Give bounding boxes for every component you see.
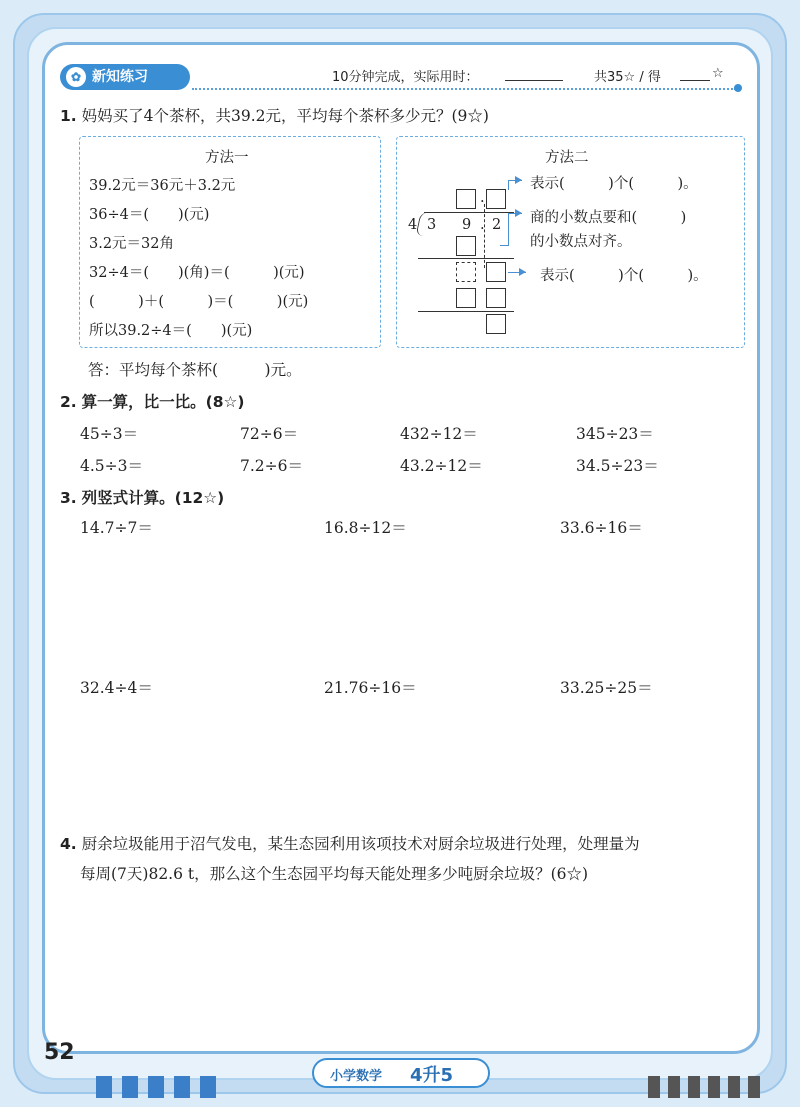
method-one-title: 方法一 <box>205 150 249 166</box>
method-one-line-1: 39.2元＝36元＋3.2元 <box>89 178 236 194</box>
medal-icon: ✿ <box>66 67 86 87</box>
vertical-calc-item[interactable]: 21.76÷16＝ <box>324 679 417 697</box>
calc-item[interactable]: 43.2÷12＝ <box>400 457 483 475</box>
time-blank[interactable] <box>505 80 563 81</box>
page-number: 52 <box>44 1040 75 1065</box>
score-blank[interactable] <box>680 80 710 81</box>
vertical-calc-item[interactable]: 14.7÷7＝ <box>80 519 153 537</box>
score-label: 共35☆ / 得 <box>594 70 661 85</box>
question-2-text: 算一算，比一比。(8☆) <box>81 393 245 411</box>
book-title-badge <box>312 1058 490 1088</box>
dividend-digit-2: 9 <box>462 217 472 233</box>
work-box-4[interactable] <box>456 288 476 308</box>
dividend-digit-1: 3 <box>427 217 437 233</box>
quotient-box-1[interactable] <box>456 189 476 209</box>
question-1-answer[interactable]: 答：平均每个茶杯( )元。 <box>88 361 302 379</box>
header-dotted-line <box>192 88 736 90</box>
calc-item[interactable]: 72÷6＝ <box>240 425 299 443</box>
method-one-line-4[interactable]: 32÷4＝( )(角)＝( )(元) <box>89 265 305 281</box>
work-box-5[interactable] <box>486 288 506 308</box>
method-two-note-1[interactable]: 表示( )个( )。 <box>530 176 698 192</box>
method-two-title: 方法二 <box>545 150 589 166</box>
calc-item[interactable]: 4.5÷3＝ <box>80 457 143 475</box>
question-4: 4. 厨余垃圾能用于沼气发电，某生态园利用该项技术对厨余垃圾进行处理，处理量为 <box>60 835 640 853</box>
dividend-digit-3: 2 <box>492 217 502 233</box>
question-1: 1. 妈妈买了4个茶杯，共39.2元，平均每个茶杯多少元？(9☆) <box>60 107 489 125</box>
method-two-note-3[interactable]: 表示( )个( )。 <box>540 268 708 284</box>
book-subject: 小学数学 <box>330 1069 383 1084</box>
method-two-note-2b: 的小数点对齐。 <box>530 234 632 250</box>
method-two-note-2a[interactable]: 商的小数点要和( ) <box>530 210 687 226</box>
book-grade: 4升5 <box>410 1065 454 1086</box>
method-one-line-3: 3.2元＝32角 <box>89 236 175 252</box>
question-3: 3. 列竖式计算。(12☆) <box>60 489 225 507</box>
score-star: ☆ <box>712 66 724 81</box>
question-1-text: 妈妈买了4个茶杯，共39.2元，平均每个茶杯多少元？(9☆) <box>81 107 489 125</box>
method-one-line-5[interactable]: ( )＋( )＝( )(元) <box>89 294 309 310</box>
work-box-2[interactable] <box>456 262 476 282</box>
vertical-calc-item[interactable]: 33.25÷25＝ <box>560 679 653 697</box>
calc-item[interactable]: 7.2÷6＝ <box>240 457 303 475</box>
method-one-line-2[interactable]: 36÷4＝( )(元) <box>89 207 210 223</box>
divisor: 4 <box>408 217 418 233</box>
quotient-box-2[interactable] <box>486 189 506 209</box>
calc-item[interactable]: 45÷3＝ <box>80 425 139 443</box>
time-label: 10分钟完成，实际用时： <box>332 70 479 85</box>
question-3-text: 列竖式计算。(12☆) <box>81 489 225 507</box>
vertical-calc-item[interactable]: 33.6÷16＝ <box>560 519 643 537</box>
question-4-line-1: 厨余垃圾能用于沼气发电，某生态园利用该项技术对厨余垃圾进行处理，处理量为 <box>81 835 640 853</box>
calc-item[interactable]: 432÷12＝ <box>400 425 478 443</box>
calc-item[interactable]: 34.5÷23＝ <box>576 457 659 475</box>
header-dot <box>734 84 742 92</box>
method-one-line-6[interactable]: 所以39.2÷4＝( )(元) <box>89 323 253 339</box>
question-4-line-2: 每周(7天)82.6 t，那么这个生态园平均每天能处理多少吨厨余垃圾？(6☆) <box>80 865 589 883</box>
work-box-3[interactable] <box>486 262 506 282</box>
work-box-1[interactable] <box>456 236 476 256</box>
calc-item[interactable]: 345÷23＝ <box>576 425 654 443</box>
work-box-6[interactable] <box>486 314 506 334</box>
vertical-calc-item[interactable]: 16.8÷12＝ <box>324 519 407 537</box>
section-badge: ✿ 新知练习 <box>60 64 190 90</box>
question-2: 2. 算一算，比一比。(8☆) <box>60 393 245 411</box>
vertical-calc-item[interactable]: 32.4÷4＝ <box>80 679 153 697</box>
